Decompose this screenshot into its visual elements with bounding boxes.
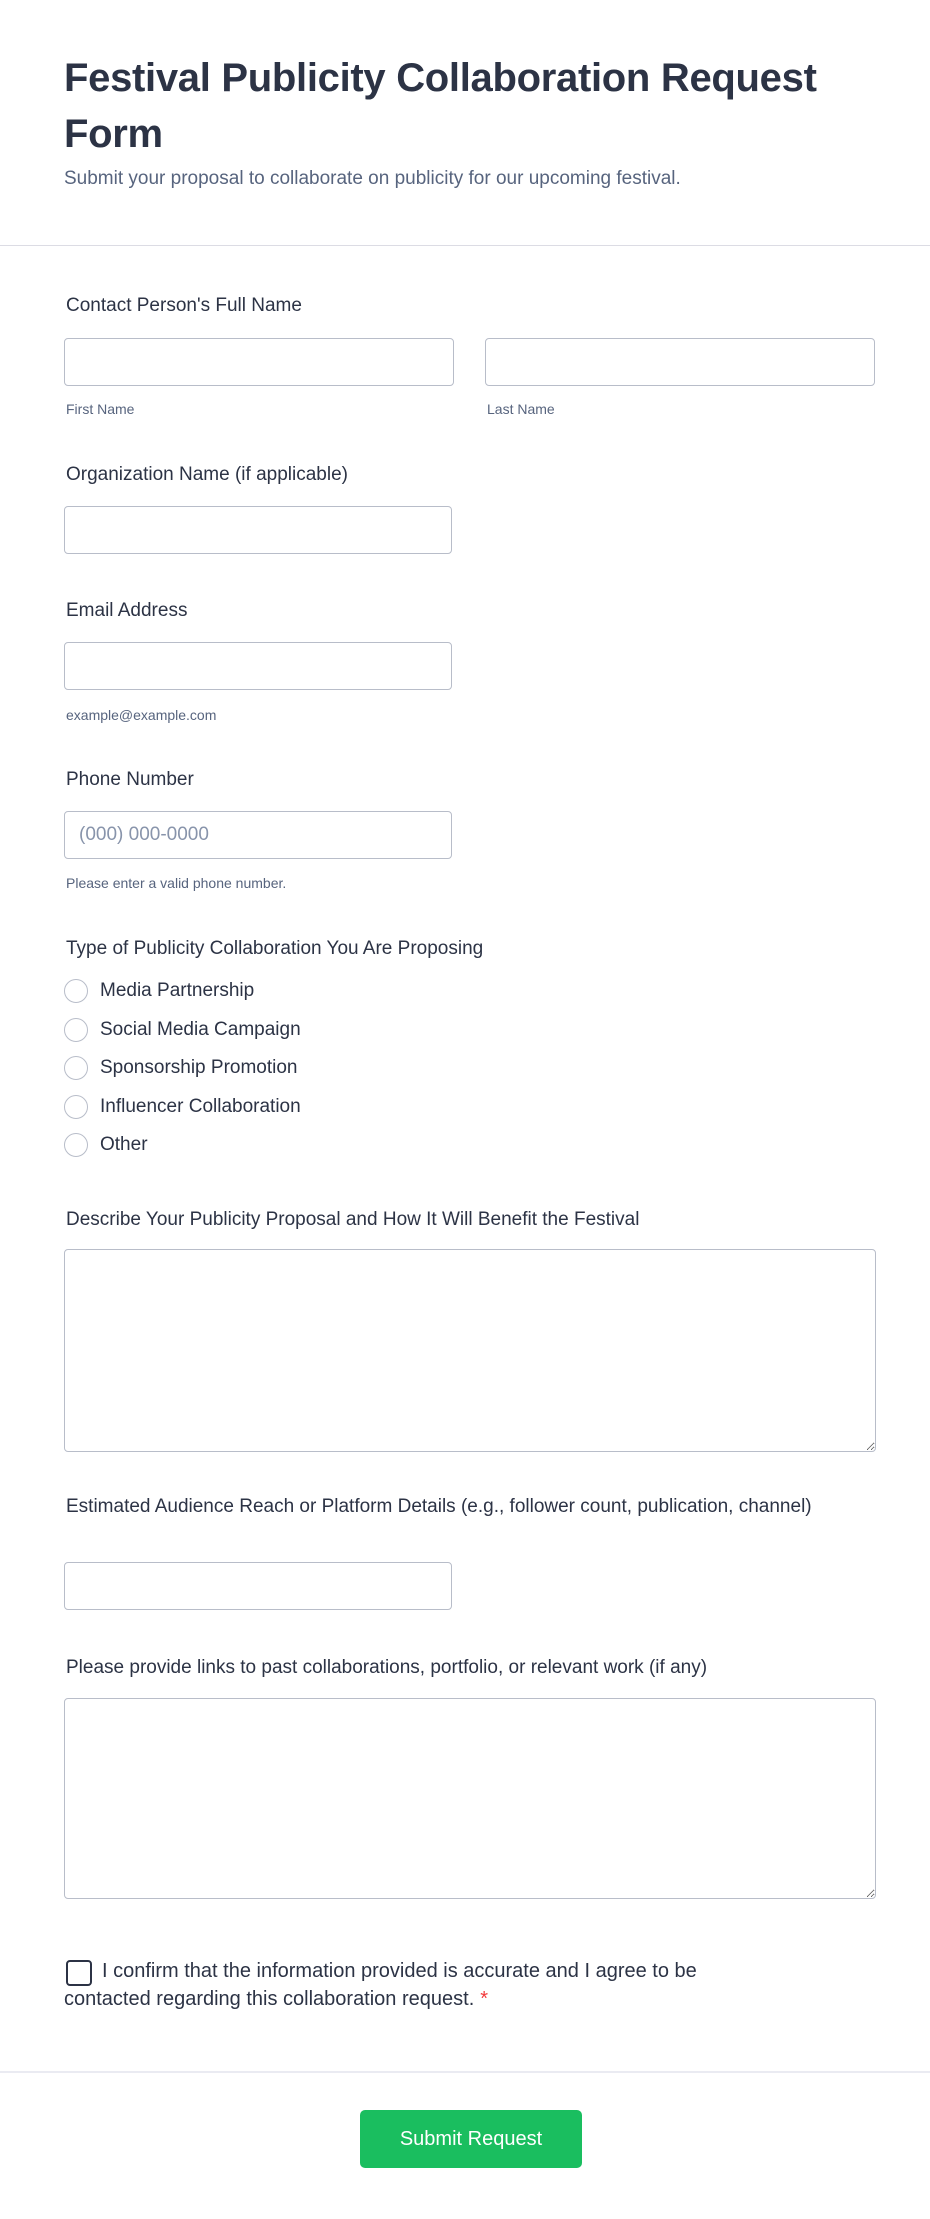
radio-option-influencer-collaboration[interactable] (64, 1094, 301, 1120)
email-input[interactable] (64, 642, 452, 690)
page-subtitle: Submit your proposal to collaborate on publicity for our upcoming festival. (64, 168, 681, 189)
radio-circle-icon[interactable] (64, 1056, 88, 1080)
first-name-sublabel: First Name (66, 401, 135, 417)
radio-label: Influencer Collaboration (100, 1096, 301, 1117)
audience-input[interactable] (64, 1562, 452, 1610)
radio-label: Other (100, 1134, 148, 1155)
footer-divider (0, 2071, 930, 2073)
proposal-textarea[interactable] (64, 1249, 876, 1452)
radio-circle-icon[interactable] (64, 1095, 88, 1119)
required-asterisk: * (480, 1988, 489, 2010)
radio-circle-icon[interactable] (64, 979, 88, 1003)
email-label: Email Address (66, 600, 188, 621)
phone-label: Phone Number (66, 769, 194, 790)
links-textarea[interactable] (64, 1698, 876, 1899)
audience-label: Estimated Audience Reach or Platform Details (e.g., follower count, publication, channel) (66, 1496, 812, 1517)
last-name-sublabel: Last Name (487, 401, 555, 417)
first-name-input[interactable] (64, 338, 454, 386)
radio-label: Media Partnership (100, 980, 255, 1001)
page-title: Festival Publicity Collaboration Request Form (64, 56, 817, 156)
organization-label: Organization Name (if applicable) (66, 464, 348, 485)
proposal-label: Describe Your Publicity Proposal and How It Will Benefit the Festival (66, 1209, 640, 1230)
radio-circle-icon[interactable] (64, 1133, 88, 1157)
organization-input[interactable] (64, 506, 452, 554)
links-label: Please provide links to past collaborations, portfolio, or relevant work (if any) (66, 1657, 708, 1678)
radio-label: Social Media Campaign (100, 1019, 301, 1040)
radio-label: Sponsorship Promotion (100, 1057, 298, 1078)
form-header (0, 0, 930, 246)
radio-option-media-partnership[interactable] (64, 978, 254, 1004)
email-sublabel: example@example.com (66, 707, 217, 723)
collab-type-label: Type of Publicity Collaboration You Are Proposing (66, 938, 484, 959)
confirm-label: I confirm that the information provided is accurate and I agree to be contacted regarding this collaboration request. (64, 1960, 697, 2010)
last-name-input[interactable] (485, 338, 875, 386)
confirm-text (64, 1957, 764, 2013)
radio-option-social-media-campaign[interactable] (64, 1017, 301, 1043)
phone-sublabel: Please enter a valid phone number. (66, 875, 287, 891)
phone-input[interactable] (64, 811, 452, 859)
radio-option-sponsorship-promotion[interactable] (64, 1055, 298, 1081)
radio-circle-icon[interactable] (64, 1018, 88, 1042)
radio-option-other[interactable] (64, 1132, 148, 1158)
full-name-label: Contact Person's Full Name (66, 295, 302, 316)
submit-button[interactable]: Submit Request (360, 2110, 582, 2168)
